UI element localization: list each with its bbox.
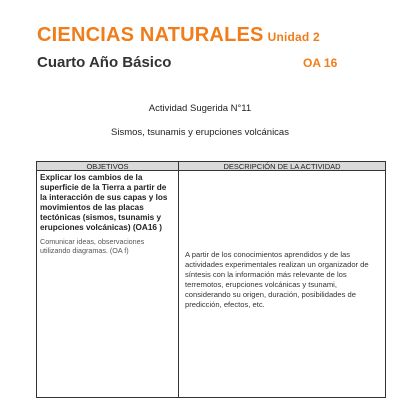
activity-title: Actividad Sugerida N°11 [148,103,252,114]
unit-label: Unidad 2 [267,30,320,44]
objectives-header: OBJETIVOS [37,162,179,171]
activity-table [36,161,386,398]
oa-code: OA 16 [303,56,338,70]
description-cell [179,171,385,397]
objective-main-text: Explicar los cambios de la superficie de la Tierra a partir de la interacción de sus capas y los movimientos de las placas tectónicas (sismos, tsunamis y erupciones volcánicas) (OA16 ) [40,173,168,232]
subject-title [37,24,320,47]
objective-extra-text: Comunicar ideas, observaciones utilizando diagramas. (OA f) [40,237,145,255]
description-header: DESCRIPCIÓN DE LA ACTIVIDAD [179,162,385,171]
objectives-cell [37,171,179,397]
subject-name: CIENCIAS NATURALES [37,24,264,46]
grade-level: Cuarto Año Básico [37,54,172,71]
activity-subtitle: Sismos, tsunamis y erupciones volcánicas [111,127,289,138]
activity-description-text: A partir de los conocimientos aprendidos y de las actividades experimentales realizan un organizador de síntesis con la información más relevante de los terremotos, erupciones volcánicas y tsunami, considerando su origen, duración, posibilidades de predicción, efectos, etc. [185,250,369,309]
